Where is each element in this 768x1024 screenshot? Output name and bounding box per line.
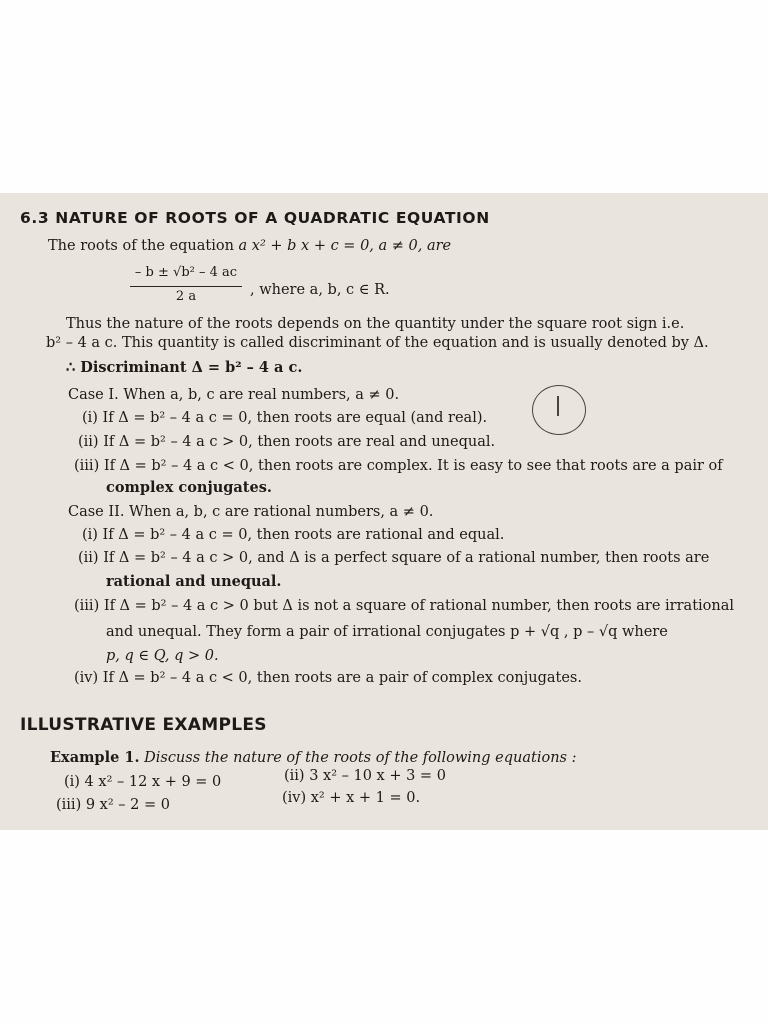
- example-1-part-i: (i) 4 x² – 12 x + 9 = 0: [64, 774, 222, 790]
- case-2-item-iii-cont-2: p, q ∈ Q, q > 0.: [106, 648, 219, 664]
- case-1-heading: Case I. When a, b, c are real numbers, a ≠ 0.: [68, 387, 400, 403]
- illustrative-examples-heading: ILLUSTRATIVE EXAMPLES: [20, 715, 267, 735]
- paragraph-line-1: Thus the nature of the roots depends on the quantity under the square root sign i.e.: [66, 316, 685, 332]
- case-2-item-iii-cont: and unequal. They form a pair of irrational conjugates p + √q , p – √q where: [106, 624, 668, 640]
- formula-denominator: 2 a: [175, 289, 197, 304]
- discriminant-definition: ∴ Discriminant Δ = b² – 4 a c.: [66, 359, 303, 376]
- case-2-heading: Case II. When a, b, c are rational numbers, a ≠ 0.: [68, 504, 434, 520]
- case-1-item-iii-cont: complex conjugates.: [106, 479, 272, 496]
- section-title: 6.3 NATURE OF ROOTS OF A QUADRATIC EQUATION: [20, 209, 490, 227]
- example-1-part-iv: (iv) x² + x + 1 = 0.: [282, 790, 421, 806]
- example-1-part-iii: (iii) 9 x² – 2 = 0: [56, 797, 170, 813]
- case-1-item-ii: (ii) If Δ = b² – 4 a c > 0, then roots are real and unequal.: [78, 434, 496, 450]
- paragraph-line-2: b² – 4 a c. This quantity is called discriminant of the equation and is usually denoted by Δ.: [46, 335, 709, 351]
- intro-line: [48, 237, 451, 255]
- case-2-item-iv: (iv) If Δ = b² – 4 a c < 0, then roots are a pair of complex conjugates.: [74, 670, 582, 686]
- intro-text: The roots of the equation: [48, 238, 239, 254]
- example-1-text: Discuss the nature of the roots of the following equations :: [144, 750, 577, 766]
- case-2-item-i: (i) If Δ = b² – 4 a c = 0, then roots are rational and equal.: [82, 527, 505, 543]
- case-1-item-iii: (iii) If Δ = b² – 4 a c < 0, then roots are complex. It is easy to see that roots are a pair of: [74, 458, 723, 474]
- example-1-part-ii: (ii) 3 x² – 10 x + 3 = 0: [284, 768, 446, 784]
- case-2-item-ii: (ii) If Δ = b² – 4 a c > 0, and Δ is a perfect square of a rational number, then roots are: [78, 550, 710, 566]
- pen-circle-mark: [532, 385, 586, 435]
- textbook-page: [0, 193, 768, 830]
- formula-where: , where a, b, c ∈ R.: [250, 282, 390, 298]
- case-2-item-ii-cont: rational and unequal.: [106, 573, 282, 590]
- fraction-bar: [130, 286, 242, 287]
- roots-formula: [130, 265, 242, 305]
- quadratic-equation: a x² + b x + c = 0, a ≠ 0, are: [238, 238, 452, 254]
- case-1-item-i: (i) If Δ = b² – 4 a c = 0, then roots are equal (and real).: [82, 410, 488, 426]
- formula-numerator: – b ± √b² – 4 ac: [134, 265, 238, 280]
- example-1-label: Example 1.: [50, 749, 140, 766]
- case-2-item-iii: (iii) If Δ = b² – 4 a c > 0 but Δ is not a square of rational number, then roots are irrational: [74, 598, 735, 614]
- example-1: [50, 749, 576, 767]
